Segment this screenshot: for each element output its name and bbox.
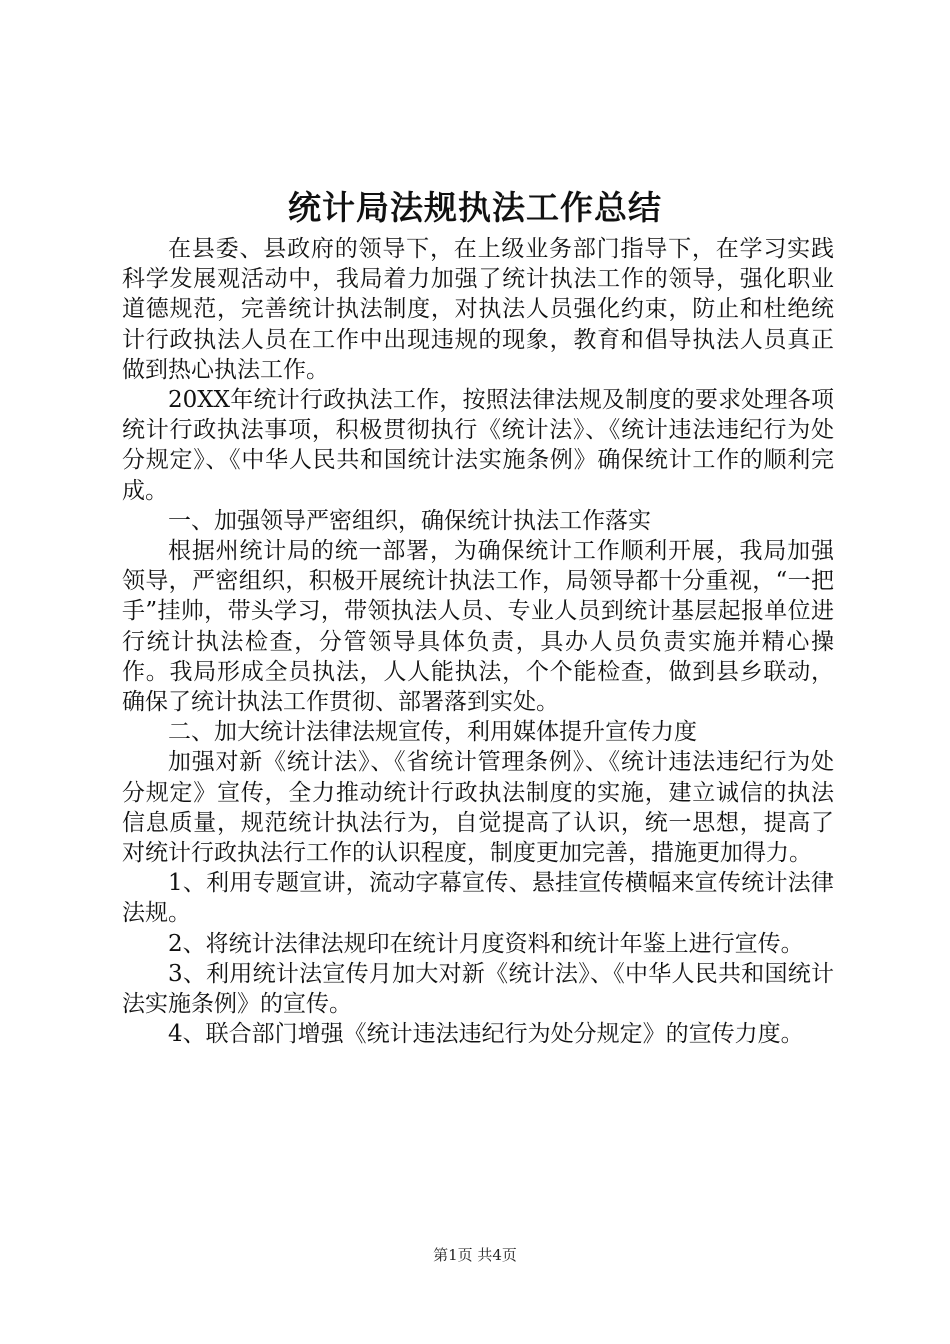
list-item-4: 4、联合部门增强《统计违法违纪行为处分规定》的宣传力度。 xyxy=(168,1021,804,1048)
section-heading-2: 二、加大统计法律法规宣传，利用媒体提升宣传力度 xyxy=(168,719,697,746)
list-item-3: 3、利用统计法宣传月加大对新《统计法》、《中华人民共和国统计法实施条例》的宣传。 xyxy=(122,960,834,1018)
document-title: 统计局法规执法工作总结 xyxy=(288,188,662,227)
paragraph-section-1: 根据州统计局的统一部署，为确保统计工作顺利开展，我局加强领导，严密组织，积极开展统计执法工作，局领导都十分重视，“一把手”挂帅，带头学习，带领执法人员、专业人员到统计基层起报单位进行统计执法检查，分管领导具体负责，具办人员负责实施并精心操作。我局形成全员执法，人人能执法，个个能检查，做到县乡联动，确保了统计执法工作贯彻、部署落到实处。 xyxy=(122,538,834,716)
section-heading-1: 一、加强领导严密组织，确保统计执法工作落实 xyxy=(168,507,651,534)
paragraph-summary: 20XX年统计行政执法工作，按照法律法规及制度的要求处理各项统计行政执法事项，积极贯彻执行《统计法》、《统计违法违纪行为处分规定》、《中华人民共和国统计法实施条例》确保统计工作的顺利完成。 xyxy=(122,387,834,504)
document-body xyxy=(122,234,834,1049)
page-footer: 第1页 共4页 xyxy=(433,1246,517,1264)
paragraph-section-2: 加强对新《统计法》、《省统计管理条例》、《统计违法违纪行为处分规定》宣传，全力推动统计行政执法制度的实施，建立诚信的执法信息质量，规范统计执法行为，自觉提高了认识，统一思想，提高了对统计行政执法行工作的认识程度，制度更加完善，措施更加得力。 xyxy=(122,749,834,867)
paragraph-intro: 在县委、县政府的领导下，在上级业务部门指导下，在学习实践科学发展观活动中，我局着力加强了统计执法工作的领导，强化职业道德规范，完善统计执法制度，对执法人员强化约束，防止和杜绝统计行政执法人员在工作中出现违规的现象，教育和倡导执法人员真正做到热心执法工作。 xyxy=(122,236,834,383)
list-item-2: 2、将统计法律法规印在统计月度资料和统计年鉴上进行宣传。 xyxy=(168,930,804,957)
list-item-1: 1、利用专题宣讲，流动字幕宣传、悬挂宣传横幅来宣传统计法律法规。 xyxy=(122,870,834,927)
